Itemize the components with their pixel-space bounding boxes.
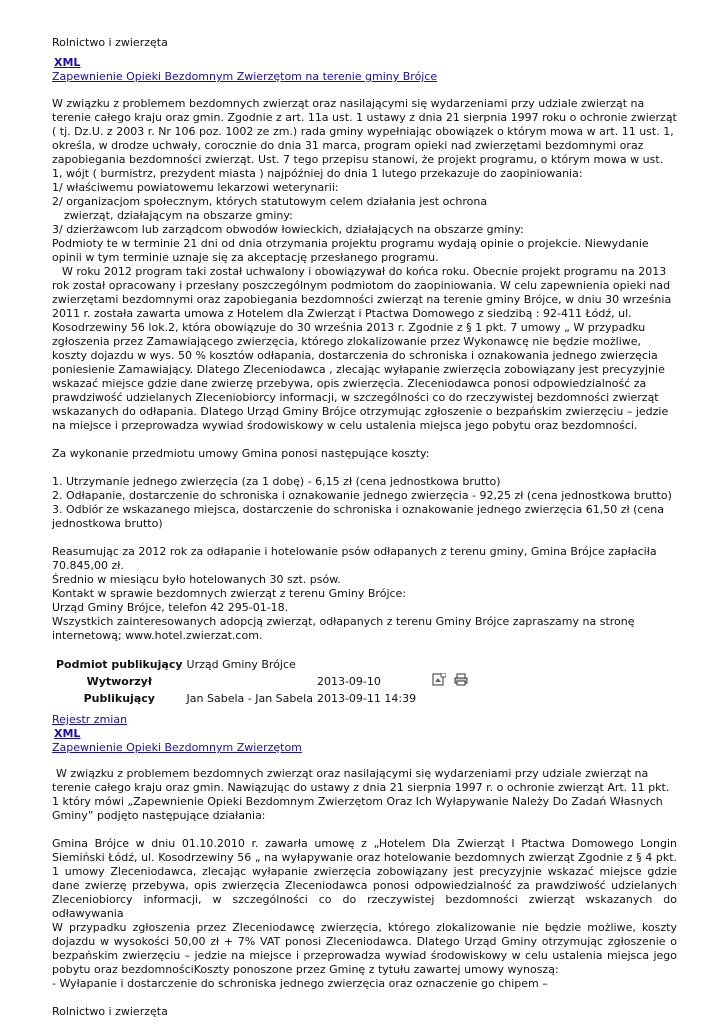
changes-register-link[interactable]: Rejestr zmian — [52, 713, 128, 726]
created-label: Wytworzył — [86, 675, 152, 688]
paragraph: Reasumując za 2012 rok za odłapanie i hotelowanie psów odłapanych z terenu gminy, Gmina Brójce zapłaciła 70.845,00 zł. — [52, 545, 657, 572]
category-footer: Rolnictwo i zwierzęta — [52, 1005, 168, 1018]
article-title-link[interactable]: Zapewnienie Opieki Bezdomnym Zwierzętom na terenie gminy Brójce — [52, 70, 438, 83]
paragraph: Kontakt w sprawie bezdomnych zwierząt z terenu Gminy Brójce: — [52, 587, 407, 600]
publisher-value: Urząd Gminy Brójce — [186, 658, 296, 671]
paragraph: Gmina Brójce w dniu 01.10.2010 r. zawarła umowę z „Hotelem Dla Zwierząt I Ptactwa Domowego Longin Siemiński Łódź, ul. Kosodrzewiny 56 „ na wyłapywanie oraz hotelowanie bezdomnych zwierząt Zgodnie z § 4 pkt. 1 umowy Zleceniodawca, zlecając wyłapanie zwierzęcia zobowiązany jest precyzyjnie wskazać miejsce gdzie dane zwierzę przebywa, opis zwierzęcia Zleceniodawca ponosi odpowiedzialność za prawdziwość udzielanych Zleceniobiorcy informacji, w szczególności co do rzeczywistej bezdomności zwierząt wskazanych do odławywania — [52, 837, 677, 920]
created-date: 2013-09-10 — [316, 675, 381, 688]
list-item: 1/ właściwemu powiatowemu lekarzowi weterynarii: — [52, 181, 339, 194]
list-item: 2/ organizacjom społecznym, których statutowym celem działania jest ochrona — [52, 195, 488, 208]
pdf-icon[interactable] — [432, 673, 446, 691]
paragraph: W przypadku zgłoszenia przez Zleceniodawcę zwierzęcia, którego zlokalizowanie nie będzie możliwe, koszty dojazdu w wysokości 50,00 zł + 7% VAT ponosi Zleceniodawca. Dlatego Urząd Gminy otrzymując zgłoszenie o bezpańskim zwierzęciu – jedzie na miejsce i przeprowadza wywiad środowiskowy w celu ustalenia miejsca jego pobytu oraz bezdomnościKoszty ponoszone przez Gminę z tytułu zawartej umowy wynoszą: — [52, 921, 677, 976]
paragraph: Wszystkich zainteresowanych adopcją zwierząt, odłapanych z terenu Gminy Brójce zapraszamy na stronę internetową; www.hotel.zwierzat.com. — [52, 615, 635, 642]
xml-link[interactable]: XML — [54, 56, 81, 69]
published-label: Publikujący — [83, 692, 155, 705]
paragraph: W związku z problemem bezdomnych zwierząt oraz nasilającymi się wydarzeniami przy udziale zwierząt na terenie całego kraju oraz gmin. Nawiązując do ustawy z dnia 21 sierpnia 1997 r. o ochronie zwierząt Art. 11 pkt. 1 który mówi „Zapewnienie Opieki Bezdomnym Zwierzętom Oraz Ich Wyłapywanie Należy Do Zadań Własnych Gminy” podjęto następujące działania: — [52, 767, 670, 822]
cost-item: 3. Odbiór ze wskazanego miejsca, dostarczenie do schroniska i oznakowanie jednego zwierzęcia 61,50 zł (cena jednostkowa brutto) — [52, 503, 664, 530]
cost-item: 2. Odłapanie, dostarczenie do schroniska i oznakowanie jednego zwierzęcia - 92,25 zł (cena jednostkowa brutto) — [52, 489, 672, 502]
paragraph: Urząd Gminy Brójce, telefon 42 295-01-18. — [52, 601, 289, 614]
published-date: 2013-09-11 14:39 — [316, 692, 417, 705]
paragraph: Podmioty te w terminie 21 dni od dnia otrzymania projektu programu wydają opinie o projekcie. Niewydanie opinii w tym terminie uznaje się za akceptację przesłanego programu. — [52, 237, 649, 264]
paragraph: Średnio w miesiącu było hotelowanych 30 szt. psów. — [52, 573, 341, 586]
page-content — [52, 0, 677, 1019]
cost-item: 1. Utrzymanie jednego zwierzęcia (za 1 dobę) - 6,15 zł (cena jednostkowa brutto) — [52, 475, 501, 488]
category-header: Rolnictwo i zwierzęta — [52, 36, 168, 49]
paragraph: W roku 2012 program taki został uchwalony i obowiązywał do końca roku. Obecnie projekt programu na 2013 rok został opracowany i przesłany poszczególnym podmiotom do zaopiniowania. W celu zapewnienia opieki nad zwierzętami bezdomnymi oraz zapobiegania bezdomności zwierząt na terenie gminy Brójce, w dniu 30 września 2011 r. została zawarta umowa z Hotelem dla Zwierząt i Ptactwa Domowego z siedzibą : 92-411 Łódź, ul. Kosodrzewiny 56 lok.2, która obowiązuje do 30 września 2013 r. Zgodnie z § 1 pkt. 7 umowy „ W przypadku zgłoszenia przez Zamawiającego zwierzęcia, którego zlokalizowanie przez Wykonawcę nie będzie możliwe, koszty dojazdu w wys. 50 % kosztów odłapania, dostarczenia do schroniska i oznakowania jednego zwierzęcia poniesienie Zamawiający. Dlatego Zleceniodawca , zlecając wyłapanie zwierzęcia zobowiązany jest precyzyjnie wskazać miejsce gdzie dane zwierzę przebywa, opis zwierzęcia. Zleceniodawca ponosi odpowiedzialność za prawdziwość udzielanych Zleceniobiorcy informacji, w szczególności co do rzeczywistej bezdomności zwierząt wskazanych do odłapania. Dlatego Urząd Gminy Brójce otrzymując zgłoszenie o bezpańskim zwierzęciu – jedzie na miejsce i przeprowadza wywiad środowiskowy w celu ustalenia miejsca jego pobytu oraz bezdomności. — [52, 265, 672, 432]
paragraph: - Wyłapanie i dostarczenie do schroniska jednego zwierzęcia oraz oznaczenie go chipem – — [52, 977, 548, 990]
metadata-table — [54, 657, 474, 707]
xml-link-2[interactable]: XML — [54, 727, 81, 740]
list-item: zwierząt, działającym na obszarze gminy: — [64, 209, 293, 222]
print-icon[interactable] — [454, 673, 468, 691]
list-item: 3/ dzierżawcom lub zarządcom obwodów łowieckich, działających na obszarze gminy: — [52, 223, 524, 236]
paragraph: W związku z problemem bezdomnych zwierząt oraz nasilającymi się wydarzeniami przy udziale zwierząt na terenie całego kraju oraz gmin. Zgodnie z art. 11a ust. 1 ustawy z dnia 21 sierpnia 1997 roku o ochronie zwierząt ( tj. Dz.U. z 2003 r. Nr 106 poz. 1002 ze zm.) rada gminy wypełniając obowiązek o którym mowa w art. 11 ust. 1, określa, w drodze uchwały, corocznie do dnia 31 marca, program opieki nad zwierzętami bezdomnymi oraz zapobiegania bezdomności zwierząt. Ust. 7 tego przepisu stanowi, że projekt programu, o którym mowa w ust. 1, wójt ( burmistrz, prezydent miasta ) najpóźniej do dnia 1 lutego przekazuje do zaopiniowania: — [52, 97, 677, 180]
published-by: Jan Sabela - Jan Sabela — [186, 692, 313, 705]
action-icons — [418, 673, 474, 691]
publisher-label: Podmiot publikujący — [56, 658, 183, 671]
paragraph: Za wykonanie przedmiotu umowy Gmina ponosi następujące koszty: — [52, 447, 430, 460]
article-title-link-2[interactable]: Zapewnienie Opieki Bezdomnym Zwierzętom — [52, 741, 302, 754]
